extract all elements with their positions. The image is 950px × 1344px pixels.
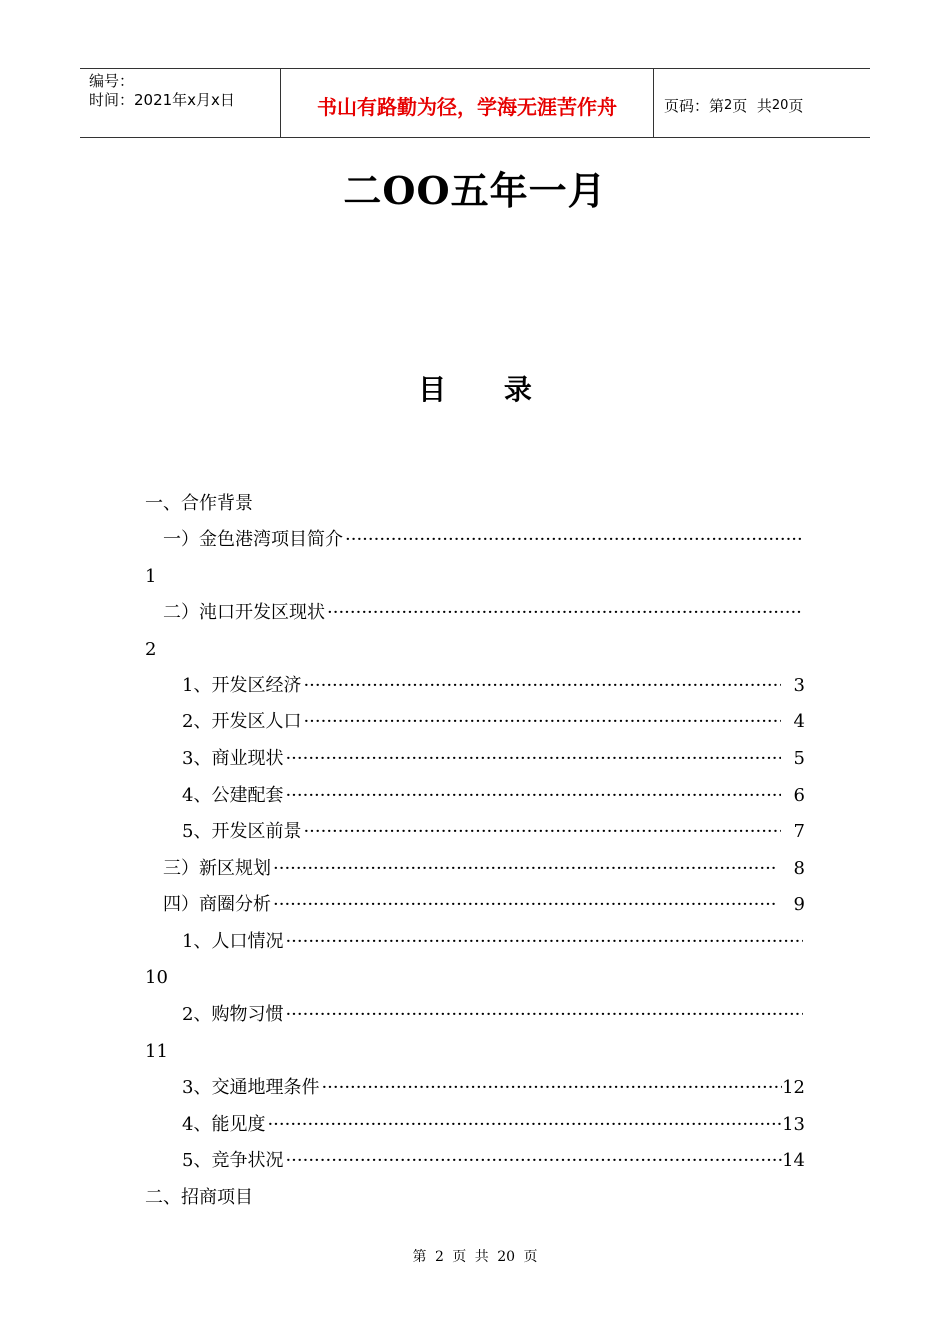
number-label: 编号： [89, 72, 135, 90]
toc-entry-page: 11 [145, 1041, 168, 1062]
time-label: 时间：2021年x月x日 [89, 91, 235, 109]
page-label-suffix: 页 [788, 96, 804, 115]
toc-section: 一、合作背景 [145, 493, 253, 514]
toc-entry-page: 12 [782, 1077, 805, 1098]
toc-leader [285, 1003, 803, 1027]
toc-entry[interactable] [182, 674, 805, 698]
toc-entry[interactable] [182, 1003, 805, 1027]
toc-leader [285, 784, 781, 808]
toc-entry[interactable] [182, 747, 805, 771]
toc-leader [303, 820, 781, 844]
header-info-cell [80, 69, 281, 137]
page-label-prefix: 页码：第 [664, 96, 725, 115]
header-page-info [654, 69, 870, 137]
toc-leader [303, 710, 781, 734]
toc-entry-page: 13 [782, 1114, 805, 1135]
toc-entry-label: 一）金色港湾项目简介 [163, 529, 343, 550]
document-header [80, 68, 870, 138]
toc-entry-page: 5 [793, 748, 805, 769]
toc-entry-label: 四）商圈分析 [163, 894, 271, 915]
toc-entry-page: 7 [793, 821, 805, 842]
toc-entry-page: 10 [145, 967, 168, 988]
toc-entry[interactable] [182, 930, 805, 954]
toc-entry-page: 4 [793, 711, 805, 732]
toc-entry-label: 2、开发区人口 [182, 711, 302, 732]
toc-entry[interactable] [163, 893, 805, 917]
toc-entry-page: 9 [793, 894, 805, 915]
toc-leader [345, 528, 803, 552]
toc-entry-page: 14 [782, 1150, 805, 1171]
toc-entry-label: 1、人口情况 [182, 931, 284, 952]
toc-entry-label: 1、开发区经济 [182, 675, 302, 696]
toc-leader [273, 857, 777, 881]
toc-leader [321, 1076, 782, 1100]
toc-leader [327, 601, 803, 625]
toc-entry-label: 4、公建配套 [182, 785, 284, 806]
toc-entry-label: 5、竞争状况 [182, 1150, 284, 1171]
toc-entry[interactable] [182, 1113, 805, 1137]
toc-leader [285, 1149, 782, 1173]
toc-entry-page: 2 [145, 639, 157, 660]
toc-entry-label: 3、商业现状 [182, 748, 284, 769]
toc-entry-page: 3 [793, 675, 805, 696]
date-title: 二OO五年一月 [343, 168, 607, 213]
toc-entry-label: 三）新区规划 [163, 858, 271, 879]
toc-entry[interactable] [182, 1076, 805, 1100]
page-footer: 第 2 页 共 20 页 [412, 1249, 538, 1265]
page-label-mid: 页 共 [732, 96, 772, 115]
toc-leader [267, 1113, 782, 1137]
toc-title: 目 录 [418, 373, 556, 406]
toc-entry[interactable] [163, 601, 805, 625]
toc-entry-page: 8 [793, 858, 805, 879]
toc-entry-label: 2、购物习惯 [182, 1004, 284, 1025]
toc-entry[interactable] [182, 784, 805, 808]
toc-leader [273, 893, 777, 917]
toc-entry[interactable] [182, 710, 805, 734]
toc-leader [303, 674, 781, 698]
toc-entry-label: 4、能见度 [182, 1114, 266, 1135]
toc-entry-page: 1 [145, 566, 157, 587]
toc-entry[interactable] [163, 857, 805, 881]
page-total: 20 [771, 97, 789, 113]
toc-entry-label: 3、交通地理条件 [182, 1077, 320, 1098]
toc-section: 二、招商项目 [145, 1187, 253, 1208]
page-current: 2 [724, 97, 733, 113]
toc-entry[interactable] [182, 820, 805, 844]
toc-entry-label: 二）沌口开发区现状 [163, 602, 325, 623]
toc-entry-label: 5、开发区前景 [182, 821, 302, 842]
toc-leader [285, 930, 803, 954]
toc-leader [285, 747, 781, 771]
toc-entry[interactable] [182, 1149, 805, 1173]
header-motto: 书山有路勤为径，学海无涯苦作舟 [281, 69, 654, 137]
toc-entry[interactable] [163, 528, 805, 552]
toc-entry-page: 6 [793, 785, 805, 806]
